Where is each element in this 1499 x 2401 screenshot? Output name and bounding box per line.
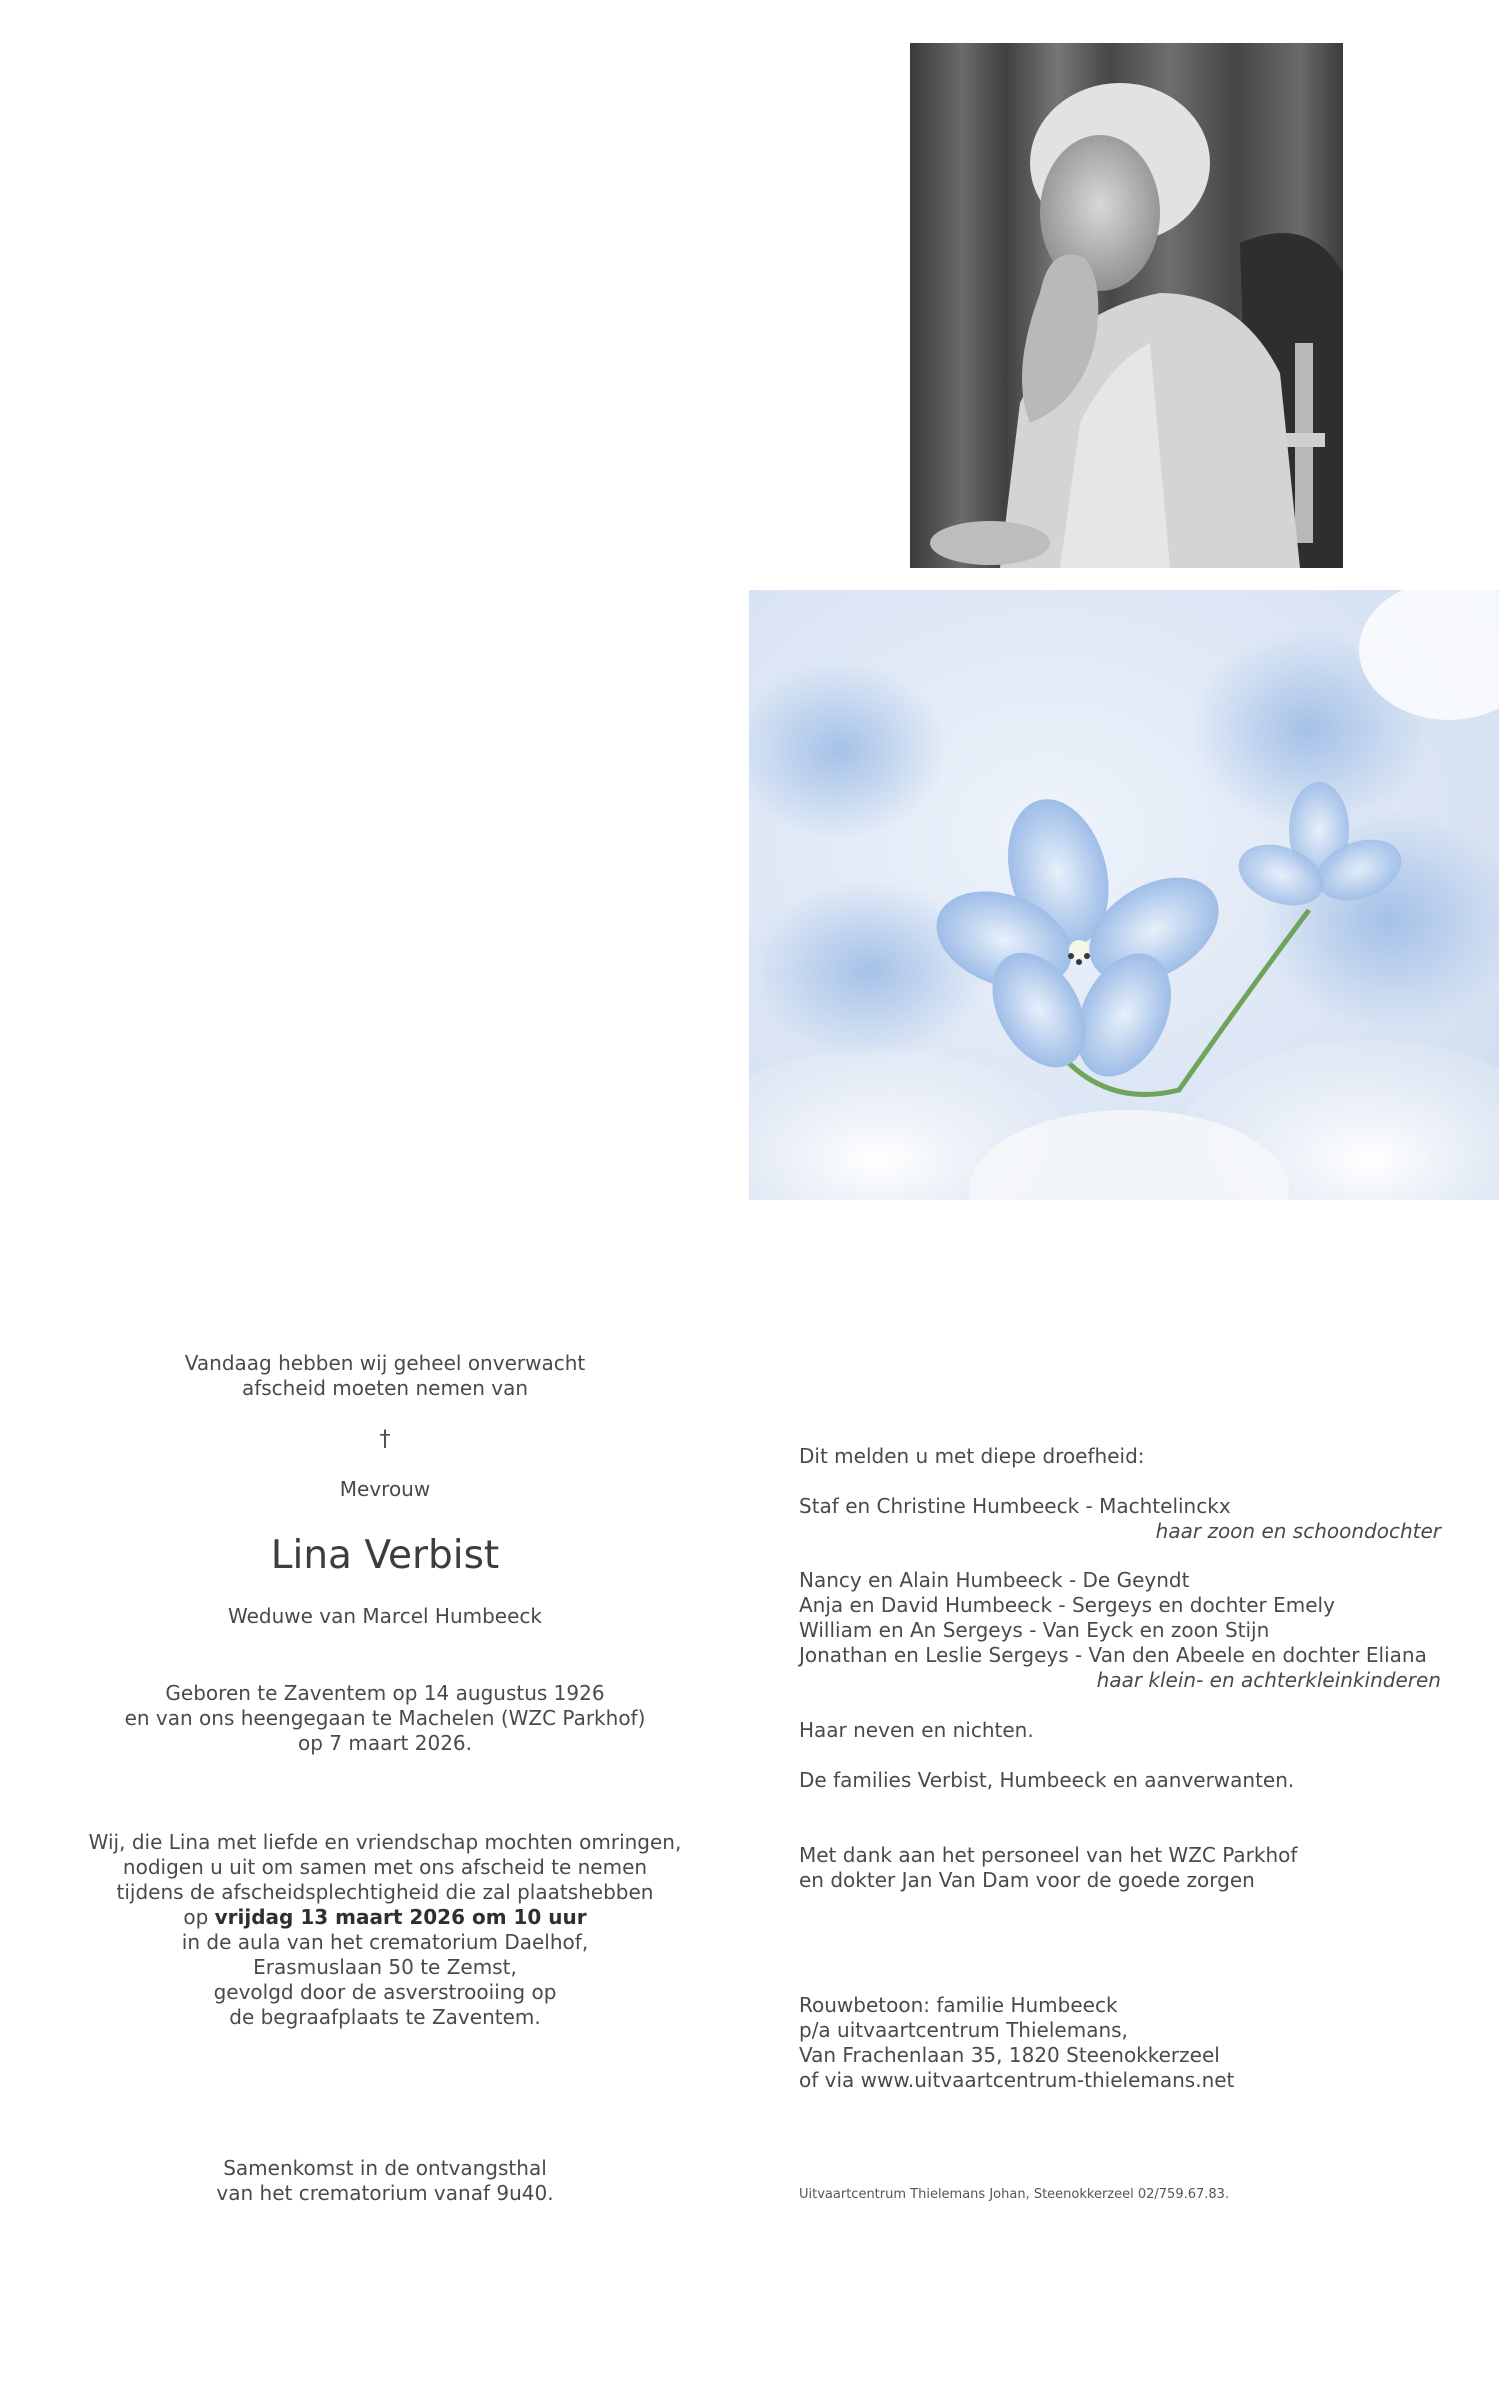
family-member-line: Staf en Christine Humbeeck - Machtelinckx	[799, 1494, 1231, 1518]
widow-of	[60, 1604, 710, 1629]
cross-symbol	[60, 1427, 710, 1452]
date-prefix: op	[183, 1905, 215, 1929]
condolence-line-1: Rouwbetoon: familie Humbeeck	[799, 1993, 1118, 2017]
family-role: haar zoon en schoondochter	[1155, 1519, 1441, 1543]
widow-of-text: Weduwe van Marcel Humbeeck	[227, 1604, 542, 1628]
invitation-line-1: Wij, die Lina met liefde en vriendschap mochten omringen,	[88, 1830, 682, 1854]
flower-photo	[749, 590, 1499, 1200]
intro-text	[60, 1351, 710, 1401]
families-text: De families Verbist, Humbeeck en aanverwanten.	[799, 1768, 1295, 1792]
deceased-name	[60, 1532, 710, 1580]
family-role: haar klein- en achterkleinkinderen	[1096, 1668, 1441, 1692]
condolence-link[interactable]: of via www.uitvaartcentrum-thielemans.net	[799, 2068, 1235, 2092]
gathering-line-1: Samenkomst in de ontvangsthal	[223, 2156, 547, 2180]
family-member-line: Nancy en Alain Humbeeck - De Geyndt	[799, 1568, 1190, 1592]
cross-icon: †	[379, 1427, 391, 1452]
birth-line-3: op 7 maart 2026.	[297, 1731, 473, 1755]
announcement	[799, 1444, 1441, 1469]
invitation-line-2: nodigen u uit om samen met ons afscheid te nemen	[122, 1855, 648, 1879]
family-group-2	[799, 1568, 1441, 1693]
invitation-line-3: tijdens de afscheidsplechtigheid die zal plaatshebben	[116, 1880, 654, 1904]
intro-line-1: Vandaag hebben wij geheel onverwacht	[184, 1351, 586, 1375]
gathering-line-2: van het crematorium vanaf 9u40.	[216, 2181, 554, 2205]
birth-line-2: en van ons heengegaan te Machelen (WZC Parkhof)	[124, 1706, 646, 1730]
flower-photo-icon	[749, 590, 1499, 1200]
family-group-1	[799, 1494, 1441, 1544]
family-member-line: Jonathan en Leslie Sergeys - Van den Abeele en dochter Eliana	[799, 1643, 1427, 1667]
invitation-line-8: de begraafplaats te Zaventem.	[229, 2005, 541, 2029]
gathering-info	[60, 2156, 710, 2206]
invitation-date-line	[60, 1905, 710, 1930]
condolence-line-2: p/a uitvaartcentrum Thielemans,	[799, 2018, 1128, 2042]
invitation-line-6: Erasmuslaan 50 te Zemst,	[253, 1955, 517, 1979]
invitation-line-5: in de aula van het crematorium Daelhof,	[181, 1930, 589, 1954]
cousins-text: Haar neven en nichten.	[799, 1718, 1034, 1742]
salutation-text: Mevrouw	[339, 1477, 431, 1501]
invitation	[60, 1830, 710, 2030]
birth-death-info	[60, 1681, 710, 1756]
ceremony-date: vrijdag 13 maart 2026 om 10 uur	[214, 1905, 587, 1929]
cousins	[799, 1718, 1441, 1743]
thanks-line-2: en dokter Jan Van Dam voor de goede zorgen	[799, 1868, 1255, 1892]
deceased-name-text: Lina Verbist	[270, 1533, 500, 1578]
portrait-photo-icon	[910, 43, 1343, 568]
footer-text: Uitvaartcentrum Thielemans Johan, Steenokkerzeel 02/759.67.83.	[799, 2187, 1230, 2202]
intro-line-2: afscheid moeten nemen van	[241, 1376, 529, 1400]
thanks	[799, 1843, 1441, 1893]
portrait-photo	[910, 43, 1343, 568]
invitation-line-7: gevolgd door de asverstrooiing op	[213, 1980, 557, 2004]
family-member-line: William en An Sergeys - Van Eyck en zoon Stijn	[799, 1618, 1270, 1642]
announcement-text: Dit melden u met diepe droefheid:	[799, 1444, 1145, 1468]
thanks-line-1: Met dank aan het personeel van het WZC Parkhof	[799, 1843, 1298, 1867]
families	[799, 1768, 1441, 1793]
salutation	[60, 1477, 710, 1502]
condolence-address	[799, 1993, 1441, 2093]
funeral-home-footer	[799, 2186, 1441, 2204]
family-member-line: Anja en David Humbeeck - Sergeys en dochter Emely	[799, 1593, 1335, 1617]
condolence-line-3: Van Frachenlaan 35, 1820 Steenokkerzeel	[799, 2043, 1220, 2067]
birth-line-1: Geboren te Zaventem op 14 augustus 1926	[165, 1681, 605, 1705]
